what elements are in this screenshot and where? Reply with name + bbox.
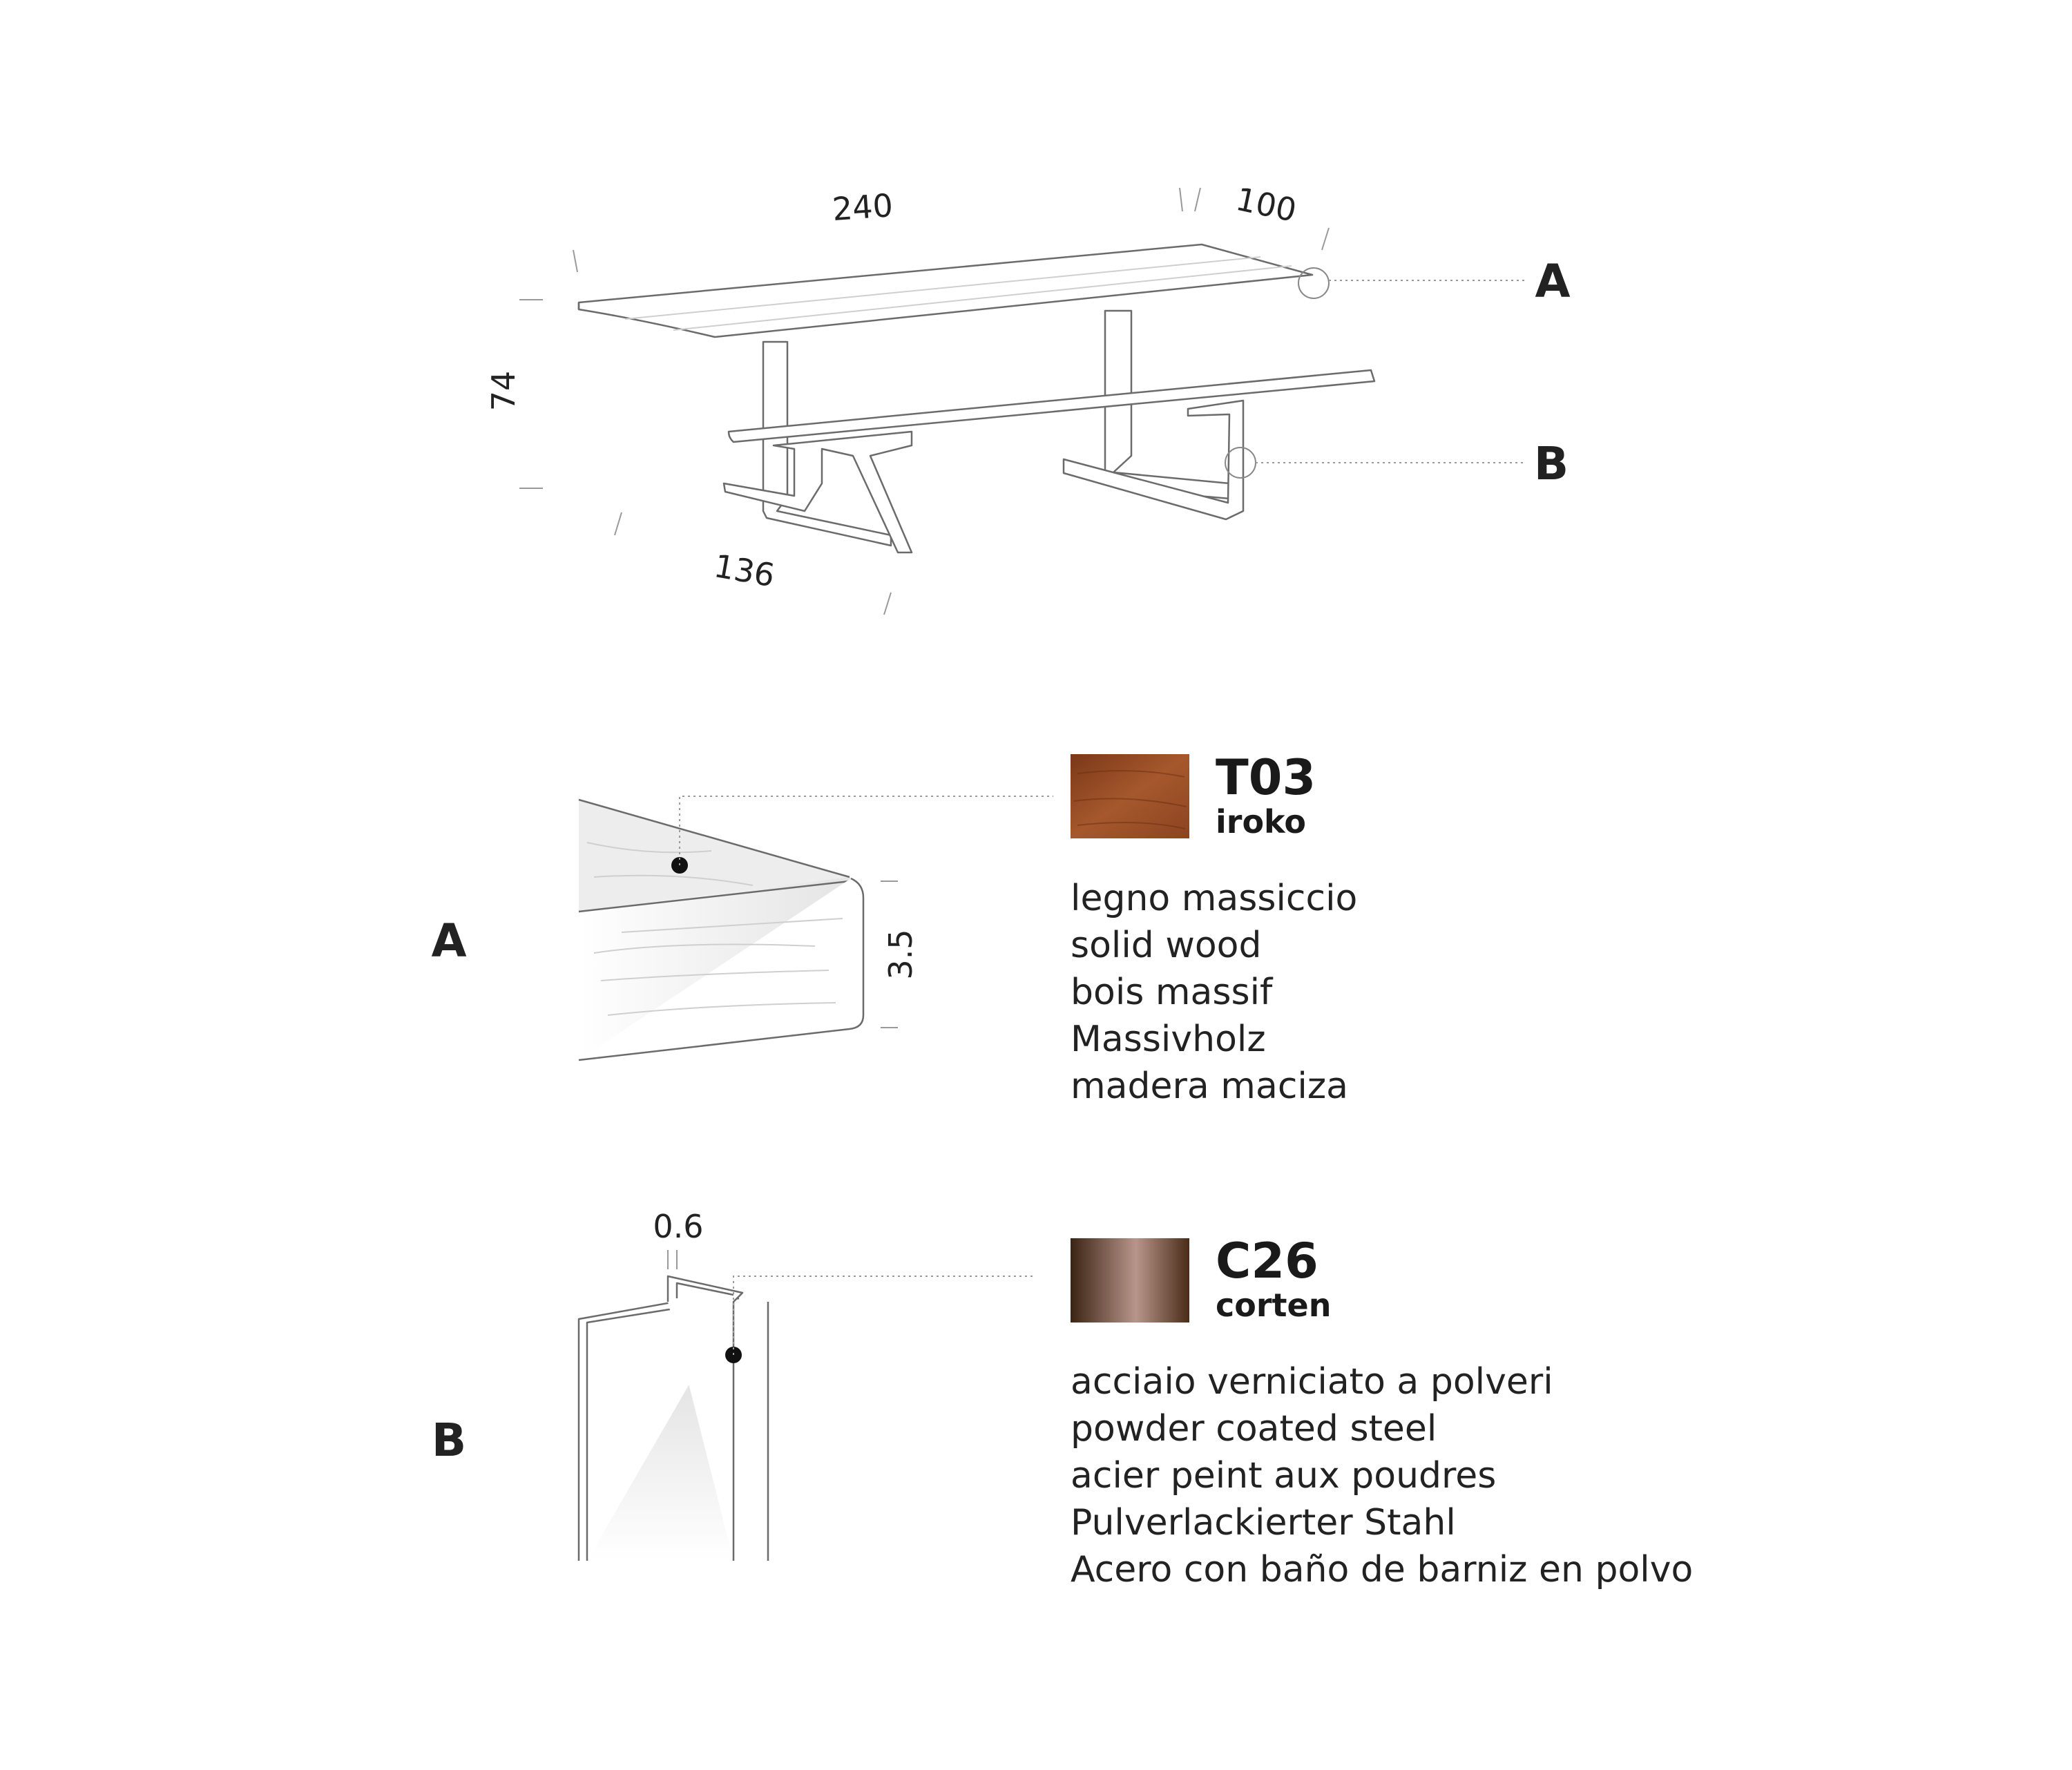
callout-b-label: B [1533,437,1569,490]
material-desc-line: acciaio verniciato a polveri [1071,1361,1553,1403]
bench [729,370,1374,442]
detail-a [431,749,1357,1107]
material-name: corten [1216,1287,1332,1324]
material-code: C26 [1216,1233,1318,1289]
top-thickness-dimension: 3.5 [882,929,919,980]
detail-b-label: B [431,1414,467,1467]
steel-thickness-dimension: 0.6 [653,1208,704,1245]
bench-support-right [1064,401,1243,519]
depth-dimension: 100 [1232,180,1300,229]
table-bench-drawing [485,180,1571,615]
material-desc-line: bois massif [1071,972,1273,1013]
material-desc-line: Acero con baño de barniz en polvo [1071,1549,1694,1590]
material-desc-line: solid wood [1071,925,1262,966]
material-desc-line: madera maciza [1071,1066,1349,1107]
detail-b [432,1208,1693,1590]
table-top [579,244,1312,337]
length-dimension: 240 [831,186,894,229]
material-name: iroko [1216,803,1307,840]
corten-swatch [1071,1238,1189,1322]
material-desc-line: Massivholz [1071,1019,1266,1060]
callout-a-circle [1298,268,1329,298]
material-desc-line: powder coated steel [1071,1408,1437,1450]
overall-depth-dimension: 136 [711,547,778,595]
material-desc-line: legno massiccio [1071,878,1358,919]
material-desc-line: Pulverlackierter Stahl [1071,1502,1456,1543]
material-desc-line: acier peint aux poudres [1071,1455,1497,1497]
material-code: T03 [1216,749,1316,806]
height-dimension: 74 [485,370,522,412]
detail-a-label: A [431,914,467,968]
callout-a-label: A [1535,255,1571,308]
